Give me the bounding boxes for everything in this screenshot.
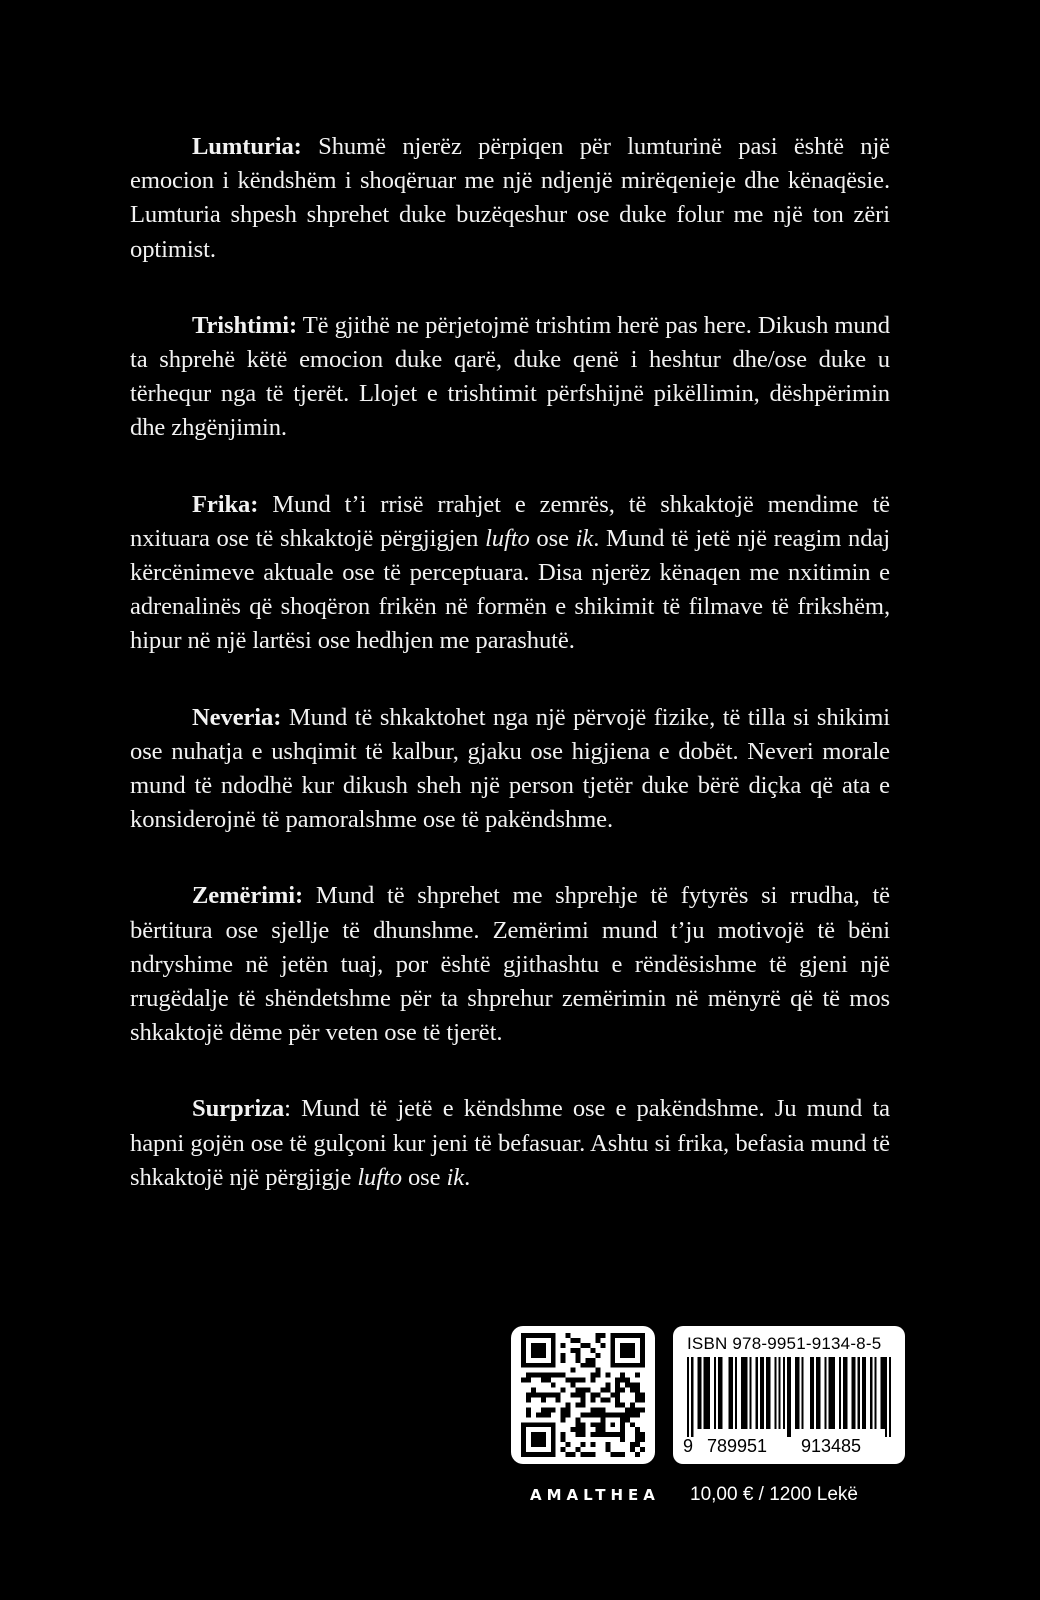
paragraph-italic: ik	[446, 1163, 465, 1191]
qr-code-icon	[521, 1333, 645, 1457]
paragraph	[130, 1092, 890, 1195]
paragraph-italic: ik	[575, 524, 594, 552]
paragraph-term: Trishtimi:	[192, 311, 298, 339]
paragraph	[130, 130, 890, 267]
paragraph-text: ose	[401, 1163, 447, 1191]
barcode-digit-left-group: 789951	[707, 1436, 768, 1456]
paragraph	[130, 701, 890, 838]
paragraph	[130, 879, 890, 1050]
paragraph-term: Neveria:	[192, 703, 282, 731]
price: 10,00 € / 1200 Lekë	[690, 1484, 858, 1505]
paragraph-text: .	[464, 1163, 471, 1191]
paragraph-text: Mund t’i rrisë rrahjet e zemrës, të shkaktojë mendime të nxituara ose të shkaktojë përgjigjen	[130, 490, 890, 552]
paragraph-text: . Mund të jetë një reagim ndaj kërcënimeve aktuale ose të perceptuara. Disa njerëz kënaqen me nxitimin e adrenalinës që shoqëron frikën në formën e shikimit të filmave të frikshëm, hipur në një lartësi ose hedhjen me parashutë.	[130, 524, 890, 655]
paragraph-term: Lumturia:	[192, 133, 302, 160]
back-cover-text	[130, 130, 890, 1237]
paragraph-text: Të gjithë ne përjetojmë trishtim herë pas here. Dikush mund ta shprehë këtë emocion duke qarë, duke qenë i heshtur dhe/ose duke u tërhequr nga të tjerët. Llojet e trishtimit përfshijnë pikëllimin, dëshpërimin dhe zhgënjimin.	[130, 311, 890, 442]
isbn-number: ISBN 978-9951-9134-8-5	[687, 1334, 882, 1353]
paragraph-term: Frika:	[192, 490, 259, 518]
paragraph-italic: lufto	[357, 1163, 402, 1191]
paragraph-italic: lufto	[485, 524, 530, 552]
publisher-logo: AMALTHEA	[530, 1486, 660, 1504]
paragraph	[130, 488, 890, 659]
paragraph-text: ose	[529, 524, 576, 552]
paragraph-text: Mund të shprehet me shprehje të fytyrës si rrudha, të bërtitura ose sjellje të dhunshme. Zemërimi mund t’ju motivojë të bëni ndryshime në jetën tuaj, por është gjithashtu e rëndësishme të gjeni një rrugëdalje të shëndetshme për ta shprehur zemërimin në mënyrë që të mos shkaktojë dëme për veten ose të tjerët.	[130, 882, 890, 1047]
qr-code	[511, 1326, 655, 1464]
paragraph-term: Zemërimi:	[192, 882, 304, 910]
isbn-barcode	[673, 1326, 905, 1464]
barcode-digit-right-group: 913485	[801, 1436, 862, 1456]
barcode-icon	[687, 1357, 891, 1437]
paragraph-text: Shumë njerëz përpiqen për lumturinë pasi është një emocion i këndshëm i shoqëruar me një ndjenjë mirëqenieje dhe kënaqësie. Lumturia shpesh shprehet duke buzëqeshur ose duke folur me një ton zëri optimist.	[130, 133, 890, 263]
paragraph-text: : Mund të jetë e këndshme ose e pakëndshme. Ju mund ta hapni gojën ose të gulçoni kur jeni të befasuar. Ashtu si frika, befasia mund të shkaktojë një përgjigje	[130, 1095, 890, 1191]
paragraph-text: Mund të shkaktohet nga një përvojë fizike, të tilla si shikimi ose nuhatja e ushqimit të kalbur, gjaku ose higjiena e dobët. Neveri morale mund të ndodhë kur dikush sheh një person tjetër duke bërë diçka që ata e konsiderojnë të pamoralshme ose të pakëndshme.	[130, 703, 890, 834]
paragraph-term: Surpriza	[192, 1095, 285, 1123]
barcode-digit-lead: 9	[683, 1436, 694, 1456]
paragraph	[130, 309, 890, 446]
